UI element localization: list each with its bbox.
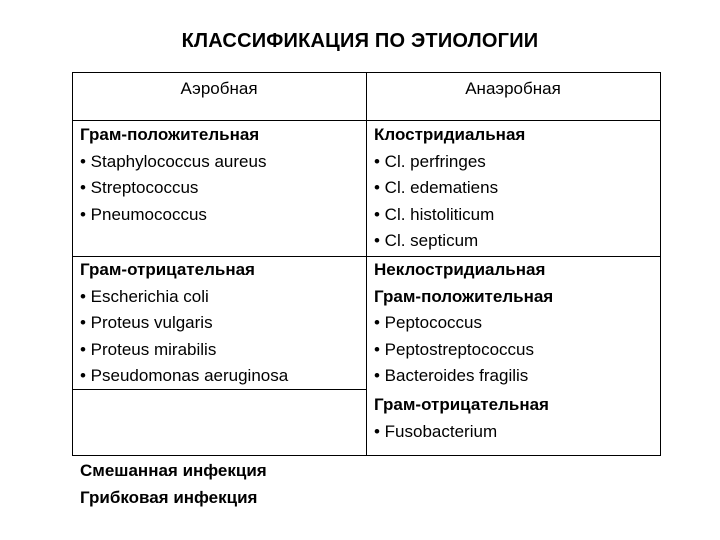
list-item: • Fusobacterium — [374, 421, 498, 441]
header-aerobic: Аэробная — [180, 79, 258, 98]
mixed-infection-label: Смешанная инфекция — [80, 461, 267, 480]
list-item: • Pseudomonas aeruginosa — [80, 366, 289, 385]
list-item: • Cl. perfringes — [374, 151, 486, 171]
list-item: • Peptostreptococcus — [374, 339, 534, 359]
list-item: • Bacteroides fragilis — [374, 366, 529, 385]
list-item: • Cl. septicum — [374, 231, 479, 250]
non-clostridial-heading: Неклостридиальная — [374, 260, 546, 279]
list-item: • Cl. edematiens — [374, 178, 499, 197]
list-item: • Cl. histoliticum — [374, 204, 495, 224]
non-clostridial-gram-pos-heading: Грам-положительная — [374, 286, 554, 306]
header-anaerobic: Анаэробная — [465, 79, 561, 98]
list-item: • Streptococcus — [80, 178, 199, 197]
list-item: • Proteus vulgaris — [80, 313, 213, 332]
clostridial-heading: Клостридиальная — [374, 125, 526, 144]
non-clostridial-gram-neg-heading: Грам-отрицательная — [374, 395, 549, 414]
table-border-right — [660, 72, 661, 456]
table-border-left — [72, 72, 73, 456]
fungal-infection-label: Грибковая инфекция — [80, 487, 258, 507]
list-item: • Escherichia coli — [80, 286, 209, 306]
list-item: • Peptococcus — [374, 313, 483, 332]
column-divider — [366, 72, 367, 456]
page-title: КЛАССИФИКАЦИЯ ПО ЭТИОЛОГИИ — [181, 30, 539, 52]
list-item: • Pneumococcus — [80, 204, 207, 224]
list-item: • Proteus mirabilis — [80, 339, 217, 359]
aerobic-gram-pos-heading: Грам-положительная — [80, 125, 260, 144]
aerobic-gram-neg-heading: Грам-отрицательная — [80, 260, 255, 279]
list-item: • Staphylococcus aureus — [80, 151, 267, 171]
